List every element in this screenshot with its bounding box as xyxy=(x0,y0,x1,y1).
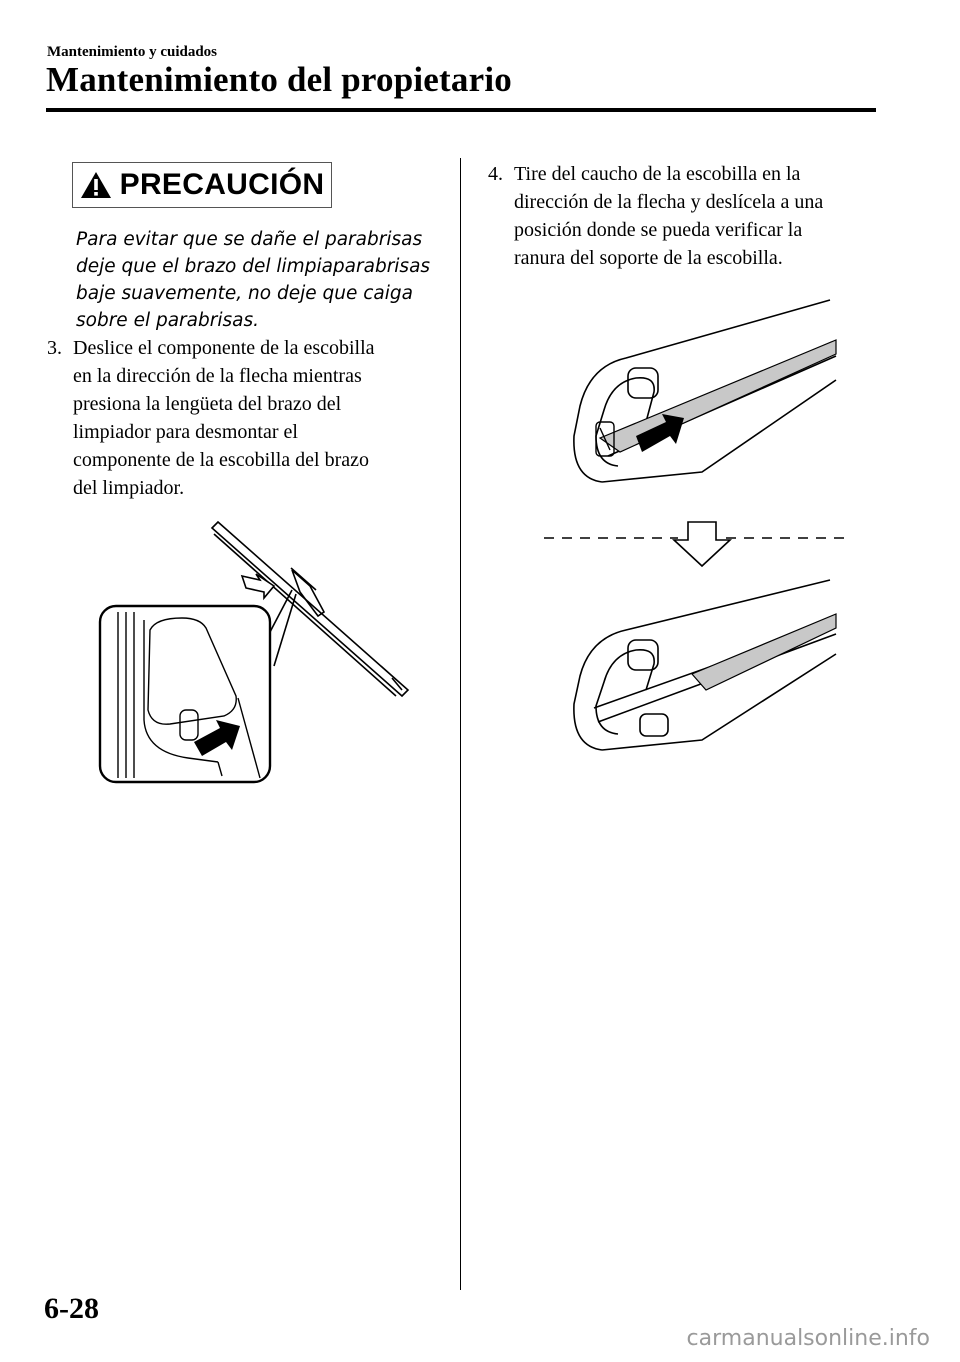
step-line: en la dirección de la flecha mientras xyxy=(73,365,362,387)
step-line: posición donde se pueda verificar la xyxy=(514,219,803,241)
step-line: ranura del soporte de la escobilla. xyxy=(514,247,783,269)
step-3 xyxy=(47,334,447,502)
step-line: limpiador para desmontar el xyxy=(73,421,298,443)
step-4 xyxy=(488,160,908,272)
column-divider xyxy=(460,158,461,1290)
wiper-arm-removal-illustration xyxy=(96,520,426,785)
page-number: 6-28 xyxy=(44,1292,99,1325)
caution-line: sobre el parabrisas. xyxy=(76,310,259,331)
watermark: carmanualsonline.info xyxy=(686,1326,930,1351)
step-line: componente de la escobilla del brazo xyxy=(73,449,369,471)
caution-line: baje suavemente, no deje que caiga xyxy=(76,283,413,304)
blade-rubber-result-illustration xyxy=(566,578,838,754)
caution-text xyxy=(76,226,436,334)
blade-rubber xyxy=(600,340,836,452)
inset-detail xyxy=(100,606,270,782)
step-number: 3. xyxy=(47,337,62,359)
step-line: del limpiador. xyxy=(73,477,185,499)
step-line: Tire del caucho de la escobilla en la xyxy=(514,163,801,185)
caution-line: deje que el brazo del limpiaparabrisas xyxy=(76,256,431,277)
section-label: Mantenimiento y cuidados xyxy=(47,44,218,60)
step-line: dirección de la flecha y deslícela a una xyxy=(514,191,824,213)
caution-box xyxy=(72,162,332,208)
step-line: presiona la lengüeta del brazo del xyxy=(73,393,342,415)
caution-label: PRECAUCIÓN xyxy=(119,168,325,201)
blade-rubber-slide-illustration xyxy=(566,296,838,486)
title-rule xyxy=(46,108,876,112)
warning-triangle-icon xyxy=(80,171,112,199)
step-line: Deslice el componente de la escobilla xyxy=(73,337,375,359)
step-separator xyxy=(540,518,856,570)
blade-rubber xyxy=(692,614,836,690)
step-number: 4. xyxy=(488,163,503,185)
caution-line: Para evitar que se dañe el parabrisas xyxy=(76,229,423,250)
page-title: Mantenimiento del propietario xyxy=(46,60,512,99)
down-arrow-icon xyxy=(674,522,730,566)
